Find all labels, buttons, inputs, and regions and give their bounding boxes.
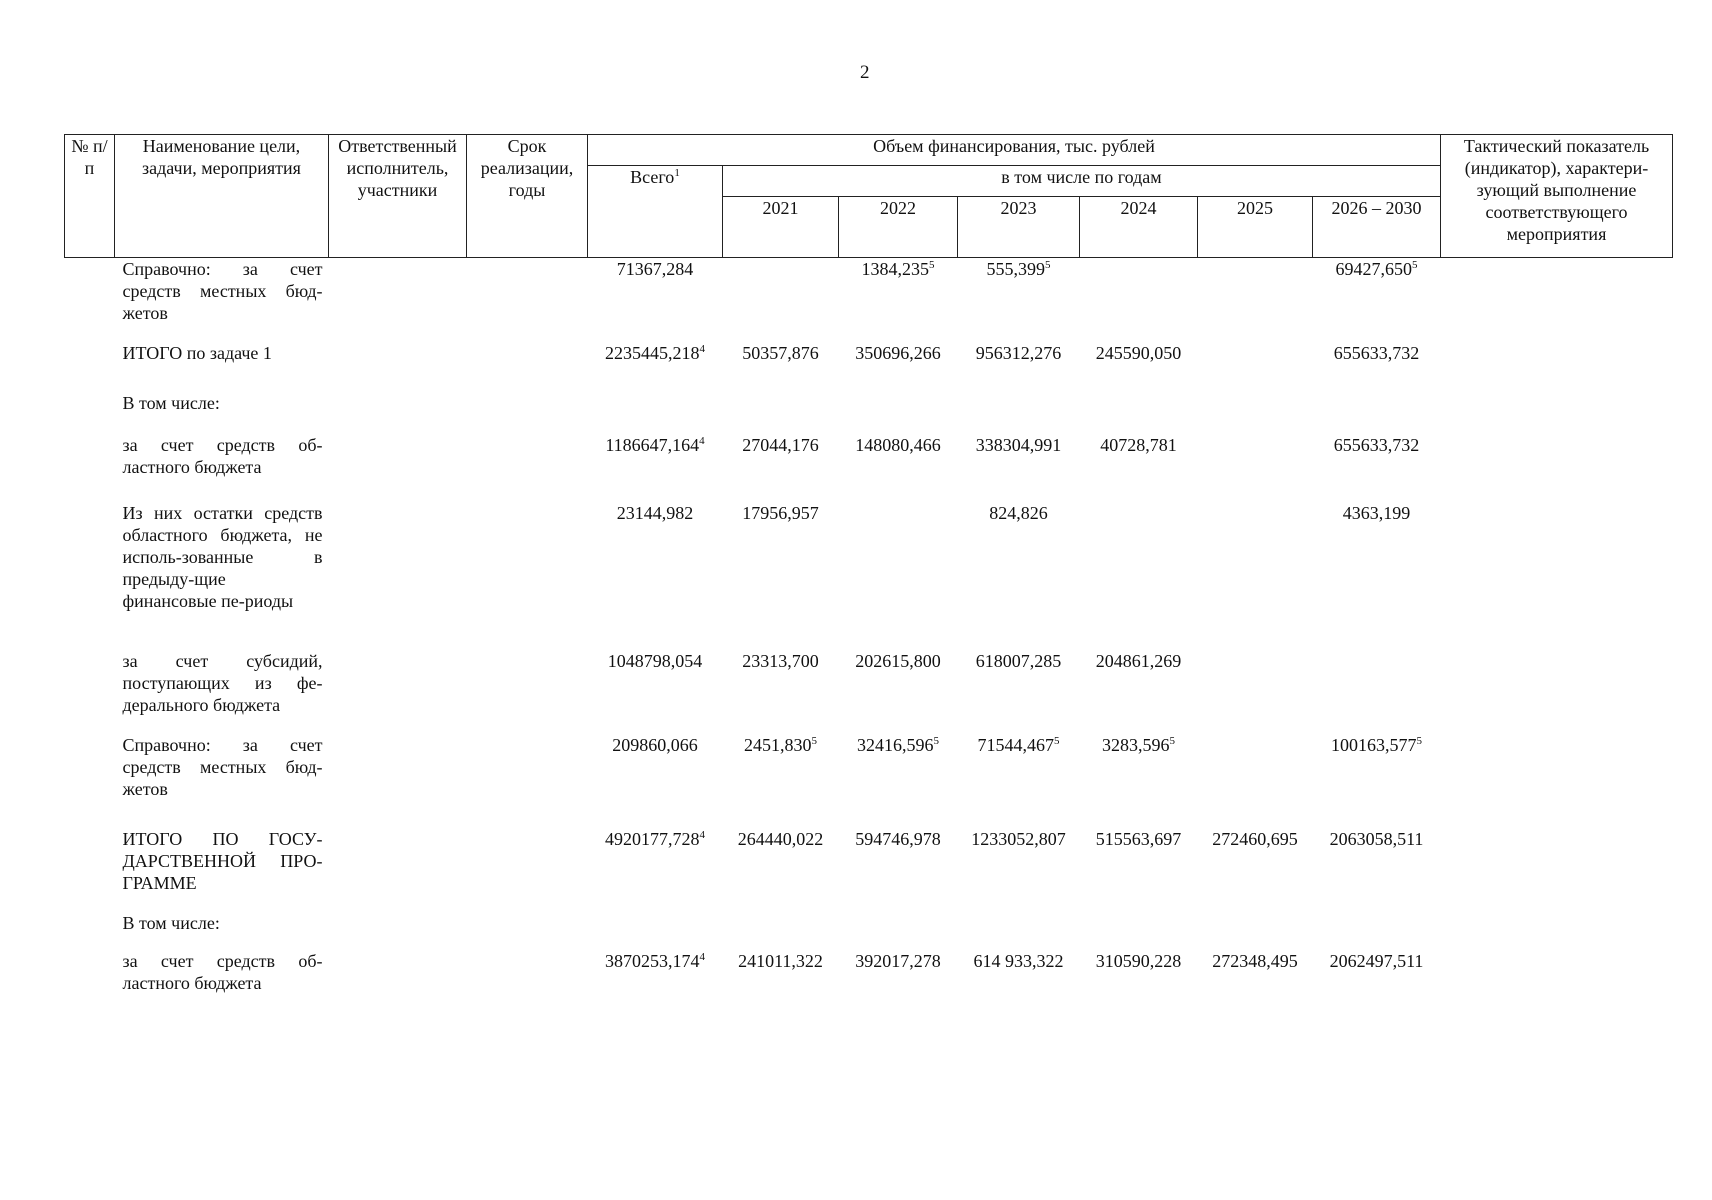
- row-year-value: [839, 950, 958, 1010]
- row-year-value: [839, 392, 958, 434]
- row-indicator: [1441, 950, 1673, 1010]
- footnote-mark: 4: [699, 950, 705, 963]
- row-year-value: [1080, 912, 1198, 950]
- row-num: [65, 950, 115, 1010]
- row-num: [65, 342, 115, 392]
- row-total: [588, 912, 723, 950]
- row-year-value: [1080, 342, 1198, 392]
- table-row: [65, 342, 1673, 392]
- row-year-value: [958, 734, 1080, 828]
- row-name: Справочно: за счет средств местных бюд-жетов: [122, 734, 323, 799]
- row-responsible: [329, 258, 467, 342]
- row-year-value: [1080, 434, 1198, 502]
- cell-value: 956312,276: [975, 342, 1062, 363]
- table-row: [65, 912, 1673, 950]
- header-year: 2026 – 2030: [1313, 197, 1441, 258]
- row-year-value: [839, 434, 958, 502]
- row-total: [588, 434, 723, 502]
- cell-value: 338304,991: [975, 434, 1062, 455]
- row-year-value: [1198, 912, 1313, 950]
- row-year-value: [1313, 950, 1441, 1010]
- row-responsible: [329, 734, 467, 828]
- row-year-value: [839, 828, 958, 912]
- row-year-value: [1198, 434, 1313, 502]
- cell-value: 3870253,174: [605, 950, 700, 971]
- cell-value: 71544,467: [977, 734, 1054, 755]
- row-year-value: [1080, 392, 1198, 434]
- header-total-label: Всего: [630, 167, 675, 187]
- row-term: [467, 950, 588, 1010]
- row-year-value: [1080, 502, 1198, 650]
- row-num: [65, 828, 115, 912]
- row-year-value: [723, 734, 839, 828]
- header-name: Наименование цели, задачи, мероприятия: [115, 135, 329, 258]
- row-year-value: [1313, 434, 1441, 502]
- row-total: [588, 828, 723, 912]
- row-term: [467, 342, 588, 392]
- row-year-value: [1313, 258, 1441, 342]
- row-year-value: [1198, 828, 1313, 912]
- header-year: 2021: [723, 197, 839, 258]
- row-year-value: [1198, 650, 1313, 734]
- row-year-value: [723, 950, 839, 1010]
- row-year-value: [1198, 734, 1313, 828]
- cell-value: 655633,732: [1333, 342, 1420, 363]
- row-year-value: [839, 650, 958, 734]
- row-num: [65, 650, 115, 734]
- cell-value: 209860,066: [612, 734, 698, 755]
- row-year-value: [1313, 342, 1441, 392]
- cell-value: 71367,284: [616, 259, 694, 279]
- cell-value: 618007,285: [975, 650, 1062, 671]
- row-term: [467, 828, 588, 912]
- table-row: [65, 258, 1673, 342]
- row-total: [588, 258, 723, 342]
- row-name: В том числе:: [122, 912, 220, 933]
- footnote-mark: 4: [699, 342, 705, 355]
- header-term: Срок реализации, годы: [467, 135, 588, 258]
- cell-value: 148080,466: [855, 434, 941, 455]
- table-row: [65, 828, 1673, 912]
- footnote-mark: 4: [699, 828, 705, 841]
- cell-value: 824,826: [989, 502, 1048, 523]
- row-indicator: [1441, 828, 1673, 912]
- cell-value: 27044,176: [742, 434, 819, 455]
- table-row: [65, 434, 1673, 502]
- cell-value: 202615,800: [855, 650, 941, 671]
- cell-value: 245590,050: [1095, 342, 1182, 363]
- row-num: [65, 434, 115, 502]
- row-term: [467, 650, 588, 734]
- row-indicator: [1441, 650, 1673, 734]
- row-total: [588, 502, 723, 650]
- header-year: 2022: [839, 197, 958, 258]
- row-year-value: [1198, 392, 1313, 434]
- row-num: [65, 392, 115, 434]
- row-year-value: [1313, 734, 1441, 828]
- row-indicator: [1441, 734, 1673, 828]
- row-year-value: [1080, 828, 1198, 912]
- row-year-value: [723, 828, 839, 912]
- row-term: [467, 392, 588, 434]
- header-responsible: Ответственный исполнитель, участники: [329, 135, 467, 258]
- row-name: ИТОГО ПО ГОСУ-ДАРСТВЕННОЙ ПРО-ГРАММЕ: [122, 828, 323, 893]
- row-year-value: [1080, 734, 1198, 828]
- header-year: 2025: [1198, 197, 1313, 258]
- row-total: [588, 342, 723, 392]
- row-num: [65, 502, 115, 650]
- cell-value: 515563,697: [1095, 828, 1182, 849]
- row-year-value: [958, 502, 1080, 650]
- cell-value: 1186647,164: [605, 434, 700, 455]
- row-year-value: [958, 342, 1080, 392]
- cell-value: 1233052,807: [971, 828, 1066, 849]
- table-row: [65, 950, 1673, 1010]
- row-year-value: [723, 434, 839, 502]
- row-year-value: [723, 392, 839, 434]
- header-funding: Объем финансирования, тыс. рублей: [588, 135, 1441, 166]
- cell-value: 272460,695: [1212, 828, 1298, 849]
- row-name: за счет средств об-ластного бюджета: [122, 950, 323, 993]
- cell-value: 2063058,511: [1329, 828, 1424, 849]
- cell-value: 350696,266: [855, 342, 941, 363]
- footnote-mark: 5: [929, 259, 935, 271]
- cell-value: 2235445,218: [605, 342, 700, 363]
- header-year: 2024: [1080, 197, 1198, 258]
- cell-value: 40728,781: [1100, 434, 1177, 455]
- row-indicator: [1441, 392, 1673, 434]
- footnote-mark: 5: [933, 734, 939, 747]
- row-year-value: [723, 342, 839, 392]
- row-name: Из них остатки средств областного бюджета, не исполь-зованные в предыду-щие финансовые пе-риоды: [122, 502, 323, 611]
- row-year-value: [958, 258, 1080, 342]
- row-year-value: [723, 258, 839, 342]
- row-name: Справочно: за счет средств местных бюд-жетов: [122, 259, 323, 323]
- header-total: [588, 166, 723, 258]
- financing-table: [64, 134, 1673, 1010]
- row-year-value: [839, 342, 958, 392]
- row-indicator: [1441, 434, 1673, 502]
- row-total: [588, 950, 723, 1010]
- header-total-note: 1: [674, 167, 680, 179]
- row-year-value: [1198, 502, 1313, 650]
- table-header: [65, 135, 1673, 258]
- row-year-value: [839, 734, 958, 828]
- cell-value: 50357,876: [742, 342, 819, 363]
- row-year-value: [958, 434, 1080, 502]
- cell-value: 1048798,054: [607, 650, 703, 671]
- row-total: [588, 650, 723, 734]
- row-year-value: [958, 650, 1080, 734]
- row-year-value: [723, 912, 839, 950]
- footnote-mark: 5: [1412, 259, 1418, 271]
- row-num: [65, 734, 115, 828]
- table-row: [65, 734, 1673, 828]
- table-body: [65, 258, 1673, 1010]
- cell-value: 23144,982: [616, 502, 694, 523]
- cell-value: 614 933,322: [973, 950, 1064, 971]
- cell-value: 69427,650: [1335, 259, 1412, 279]
- cell-value: 655633,732: [1333, 434, 1420, 455]
- row-indicator: [1441, 502, 1673, 650]
- row-year-value: [1313, 502, 1441, 650]
- footnote-mark: 5: [1416, 734, 1422, 747]
- header-by-years: в том числе по годам: [723, 166, 1441, 197]
- row-indicator: [1441, 912, 1673, 950]
- row-name: за счет средств об-ластного бюджета: [122, 434, 323, 477]
- page-number: 2: [860, 62, 870, 83]
- footnote-mark: 5: [1169, 734, 1175, 747]
- row-total: [588, 734, 723, 828]
- row-year-value: [839, 912, 958, 950]
- row-num: [65, 912, 115, 950]
- cell-value: 23313,700: [742, 650, 819, 671]
- row-year-value: [1198, 950, 1313, 1010]
- header-num: № п/п: [65, 135, 115, 258]
- row-num: [65, 258, 115, 342]
- cell-value: 1384,235: [861, 259, 929, 279]
- cell-value: 310590,228: [1095, 950, 1182, 971]
- header-indicator: Тактический показатель (индикатор), характери-зующий выполнение соответствующего мероприятия: [1441, 135, 1673, 258]
- row-year-value: [1313, 828, 1441, 912]
- cell-value: 204861,269: [1095, 650, 1182, 671]
- footnote-mark: 5: [1045, 259, 1051, 271]
- cell-value: 2062497,511: [1329, 950, 1424, 971]
- cell-value: 4920177,728: [605, 828, 700, 849]
- row-term: [467, 502, 588, 650]
- row-indicator: [1441, 258, 1673, 342]
- row-name: ИТОГО по задаче 1: [122, 342, 272, 363]
- row-total: [588, 392, 723, 434]
- row-name: В том числе:: [122, 392, 220, 413]
- row-term: [467, 912, 588, 950]
- cell-value: 17956,957: [742, 502, 819, 523]
- cell-value: 32416,596: [857, 734, 934, 755]
- cell-value: 241011,322: [738, 950, 823, 971]
- row-year-value: [1198, 258, 1313, 342]
- header-year: 2023: [958, 197, 1080, 258]
- row-responsible: [329, 502, 467, 650]
- row-year-value: [1198, 342, 1313, 392]
- row-year-value: [1080, 650, 1198, 734]
- row-term: [467, 434, 588, 502]
- row-term: [467, 734, 588, 828]
- cell-value: 272348,495: [1212, 950, 1298, 971]
- table-row: [65, 392, 1673, 434]
- row-year-value: [958, 950, 1080, 1010]
- row-year-value: [958, 912, 1080, 950]
- footnote-mark: 5: [1054, 734, 1060, 747]
- cell-value: 100163,577: [1331, 734, 1417, 755]
- row-year-value: [958, 828, 1080, 912]
- row-responsible: [329, 650, 467, 734]
- row-year-value: [839, 502, 958, 650]
- row-year-value: [1080, 258, 1198, 342]
- row-year-value: [839, 258, 958, 342]
- row-term: [467, 258, 588, 342]
- row-indicator: [1441, 342, 1673, 392]
- row-year-value: [1313, 650, 1441, 734]
- row-year-value: [1080, 950, 1198, 1010]
- row-responsible: [329, 950, 467, 1010]
- cell-value: 264440,022: [737, 828, 824, 849]
- row-responsible: [329, 828, 467, 912]
- table-row: [65, 650, 1673, 734]
- row-responsible: [329, 392, 467, 434]
- row-year-value: [723, 650, 839, 734]
- table-row: [65, 502, 1673, 650]
- row-year-value: [1313, 912, 1441, 950]
- cell-value: 392017,278: [855, 950, 941, 971]
- row-responsible: [329, 434, 467, 502]
- row-responsible: [329, 912, 467, 950]
- row-responsible: [329, 342, 467, 392]
- row-year-value: [723, 502, 839, 650]
- cell-value: 4363,199: [1342, 502, 1411, 523]
- cell-value: 2451,830: [744, 734, 812, 755]
- cell-value: 3283,596: [1102, 734, 1170, 755]
- footnote-mark: 4: [699, 434, 705, 447]
- row-name: за счет субсидий, поступающих из фе-дерального бюджета: [122, 650, 323, 715]
- cell-value: 594746,978: [855, 828, 941, 849]
- footnote-mark: 5: [811, 734, 817, 747]
- cell-value: 555,399: [986, 259, 1045, 279]
- row-year-value: [958, 392, 1080, 434]
- row-year-value: [1313, 392, 1441, 434]
